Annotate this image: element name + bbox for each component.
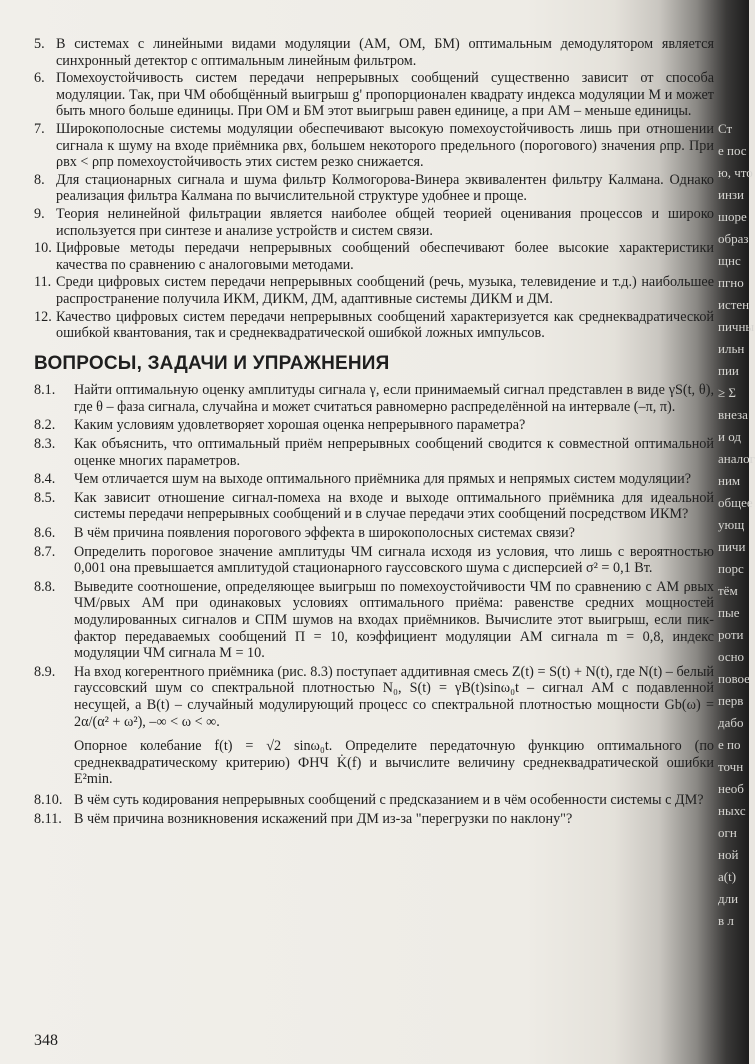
list-item bbox=[34, 36, 714, 69]
adjacent-page-line: роти bbox=[718, 627, 744, 642]
adjacent-page-line: а(t) bbox=[718, 869, 737, 884]
question-item bbox=[34, 436, 714, 469]
list-item bbox=[34, 274, 714, 307]
item-number: 8.5. bbox=[34, 489, 56, 506]
adjacent-page-line: Ст bbox=[718, 121, 733, 136]
list-item bbox=[34, 121, 714, 171]
list-item bbox=[34, 172, 714, 205]
adjacent-page-line: ующ bbox=[718, 517, 745, 532]
page-number: 348 bbox=[34, 1032, 58, 1049]
adjacent-page-line: повое bbox=[718, 671, 750, 686]
item-number: 8.4. bbox=[34, 471, 56, 488]
item-text: Качество цифровых систем передачи непрерывных сообщений характеризуется как среднеквадратической ошибкой квантования, так и среднеквадратической ошибкой ложных импульсов. bbox=[56, 308, 714, 342]
adjacent-page-line: е пос bbox=[718, 143, 747, 158]
item-text: Чем отличается шум на выходе оптимального приёмника для прямых и непрямых систем модуляции? bbox=[74, 471, 692, 488]
item-text: Найти оптимальную оценку амплитуды сигнала γ, если принимаемый сигнал представлен в виде γS(t, θ), где θ – фаза сигнала, случайна и может считаться равномерно распределённой на интервале (–π, π). bbox=[74, 382, 714, 415]
item-text: Широкополосные системы модуляции обеспечивают высокую помехоустойчивость лишь при отношении сигнала к шуму на входе приёмника ρвх, большем некоторого предельного (порогового) значения ρпр. При ρвх < ρпр помехоустойчивость этих систем резко снижается. bbox=[56, 120, 714, 171]
adjacent-page-line: и од bbox=[718, 429, 741, 444]
question-item bbox=[34, 417, 714, 434]
item-number: 11. bbox=[34, 274, 52, 291]
adjacent-page-line: необ bbox=[718, 781, 744, 796]
adjacent-page-line: дли bbox=[718, 891, 739, 906]
adjacent-page-line: ныхс bbox=[718, 803, 746, 818]
item-number: 5. bbox=[34, 36, 45, 52]
adjacent-page-line: ним bbox=[718, 473, 741, 488]
adjacent-page-line: е по bbox=[718, 737, 741, 752]
adjacent-page-line: пии bbox=[718, 363, 739, 378]
item-text: Выведите соотношение, определяющее выигрыш по помехоустойчивости ЧМ по сравнению с АМ ρвых ЧМ/ρвых АМ при одинаковых условиях оптимального приёма: равенстве средних мощностей модулированных сигналов и СПМ шумов на входах приёмников. Вычислите этот выигрыш, если пик-фактор передаваемых сообщений П = 10, коэффициент модуляции АМ сигнала m = 0,8, индекс модуляции ЧМ сигнала M = 10. bbox=[74, 578, 714, 662]
adjacent-page-line: пые bbox=[718, 605, 740, 620]
question-item bbox=[34, 579, 714, 662]
item-text: Определить пороговое значение амплитуды ЧМ сигнала исходя из условия, что лишь с вероятностью 0,001 она превышается амплитудой стационарного гауссовского шума с дисперсией σ² = 0,1 Вт. bbox=[74, 543, 714, 577]
adjacent-page-line: пичи bbox=[718, 539, 746, 554]
list-item bbox=[34, 206, 714, 239]
item-number: 7. bbox=[34, 120, 45, 137]
questions-list bbox=[34, 382, 714, 730]
conclusions-list bbox=[34, 36, 714, 342]
question-item bbox=[34, 664, 714, 730]
adjacent-page-line: ильн bbox=[718, 341, 745, 356]
item-text: Теория нелинейной фильтрации является наиболее общей теорией оценивания процессов и широко используется при синтезе и анализе устройств и систем связи. bbox=[56, 205, 714, 239]
item-number: 12. bbox=[34, 308, 52, 325]
list-item bbox=[34, 240, 714, 273]
adjacent-page-line: пичны bbox=[718, 319, 755, 334]
list-item bbox=[34, 309, 714, 342]
question-item bbox=[34, 490, 714, 523]
adjacent-page-line: дабо bbox=[718, 715, 744, 730]
question-item bbox=[34, 811, 714, 828]
item-text: Как объяснить, что оптимальный приём непрерывных сообщений сводится к совместной оптимальной оценке многих параметров. bbox=[74, 436, 714, 469]
question-item bbox=[34, 792, 714, 809]
item-number: 6. bbox=[34, 70, 45, 87]
item-text: Цифровые методы передачи непрерывных сообщений обеспечивают более высокие характеристики качества по сравнению с аналоговыми методами. bbox=[56, 240, 714, 273]
adjacent-page-line: ю, что bbox=[718, 165, 753, 180]
question-item bbox=[34, 544, 714, 577]
adjacent-page-line: перв bbox=[718, 693, 744, 708]
question-item bbox=[34, 525, 714, 542]
adjacent-page-line: точн bbox=[718, 759, 744, 774]
item-text: Среди цифровых систем передачи непрерывных сообщений (речь, музыка, телевидение и т.д.) наибольшее распространение получила ИКМ, ДИКМ, ДМ, адаптивные системы ДИКМ и ДМ. bbox=[56, 274, 714, 307]
adjacent-page-line: аналог bbox=[718, 451, 755, 466]
item-text: На вход когерентного приёмника (рис. 8.3) поступает аддитивная смесь Z(t) = S(t) + N(t), где N(t) – белый гауссовский шум со спектральной плотностью N₀, S(t) = γB(t)sinω₀t – сигнал АМ с подавленной несущей, а B(t) – случайный модулирующий процесс со спектральной плотностью мощности Gb(ω) = 2α/(α² + ω²), –∞ < ω < ∞. bbox=[74, 663, 714, 730]
item-text: Каким условиям удовлетворяет хорошая оценка непрерывного параметра? bbox=[74, 417, 526, 434]
adjacent-page-line: ≥ Σ bbox=[718, 385, 736, 400]
adjacent-page-line: шоре bbox=[718, 209, 747, 224]
item-number: 10. bbox=[34, 240, 52, 257]
question-item bbox=[34, 471, 714, 488]
item-text: В чём суть кодирования непрерывных сообщений с предсказанием и в чём особенности системы с ДМ? bbox=[74, 791, 704, 808]
adjacent-page-line: порс bbox=[718, 561, 744, 576]
item-text: Как зависит отношение сигнал-помеха на входе и выходе оптимального приёмника для идеальной системы передачи непрерывных сообщений и в случае передачи этих сообщений посредством ИКМ? bbox=[74, 489, 714, 523]
adjacent-page-line: ной bbox=[718, 847, 739, 862]
section-heading: ВОПРОСЫ, ЗАДАЧИ И УПРАЖНЕНИЯ bbox=[34, 352, 390, 374]
adjacent-page-line: образ bbox=[718, 231, 749, 246]
adjacent-page-line: огн bbox=[718, 825, 737, 840]
page-content bbox=[34, 36, 714, 829]
item-number: 8.6. bbox=[34, 525, 56, 542]
questions-list-tail bbox=[34, 792, 714, 827]
adjacent-page-line: внеза bbox=[718, 407, 748, 422]
adjacent-page-fragment bbox=[718, 118, 755, 998]
item-number: 8.9. bbox=[34, 663, 56, 680]
question-item bbox=[34, 382, 714, 415]
list-item bbox=[34, 70, 714, 120]
adjacent-page-line: инзи bbox=[718, 187, 745, 202]
item-number: 8.3. bbox=[34, 436, 56, 453]
adjacent-page-line: щнс bbox=[718, 253, 741, 268]
item-number: 9. bbox=[34, 205, 45, 222]
item-number: 8.2. bbox=[34, 417, 56, 434]
item-text: В чём причина возникновения искажений при ДМ из-за "перегрузки по наклону"? bbox=[74, 810, 573, 827]
adjacent-page-line: пгно bbox=[718, 275, 744, 290]
adjacent-page-line: тём bbox=[718, 583, 738, 598]
item-number: 8.8. bbox=[34, 578, 56, 595]
adjacent-page-line: истен bbox=[718, 297, 750, 312]
adjacent-page-line: общее bbox=[718, 495, 753, 510]
formula-paragraph: Опорное колебание f(t) = √2 sinω₀t. Определите передаточную функцию оптимального (по среднеквадратическому критерию) ФНЧ K̇(f) и вычислите величину среднеквадратической ошибки E²min. bbox=[74, 738, 714, 788]
item-text: Для стационарных сигнала и шума фильтр Колмогорова-Винера эквивалентен фильтру Калмана. Однако реализация фильтра Калмана по вычислительной структуре удобнее и проще. bbox=[56, 171, 714, 205]
item-text: В чём причина появления порогового эффекта в широкополосных системах связи? bbox=[74, 525, 575, 542]
item-number: 8.1. bbox=[34, 382, 56, 399]
item-number: 8. bbox=[34, 171, 45, 188]
adjacent-page-line: в л bbox=[718, 913, 734, 928]
item-text: В системах с линейными видами модуляции (АМ, ОМ, БМ) оптимальным демодулятором является синхронный детектор с оптимальным линейным фильтром. bbox=[56, 36, 714, 69]
item-text: Помехоустойчивость систем передачи непрерывных сообщений существенно зависит от способа модуляции. Так, при ЧМ обобщённый выигрыш g' пропорционален квадрату индекса модуляции М и может быть много больше единицы. При ОМ и БМ этот выигрыш равен единице, а при АМ – меньше единицы. bbox=[56, 70, 714, 120]
adjacent-page-line: осно bbox=[718, 649, 745, 664]
item-number: 8.7. bbox=[34, 543, 56, 560]
item-number: 8.11. bbox=[34, 810, 62, 827]
item-number: 8.10. bbox=[34, 791, 63, 808]
